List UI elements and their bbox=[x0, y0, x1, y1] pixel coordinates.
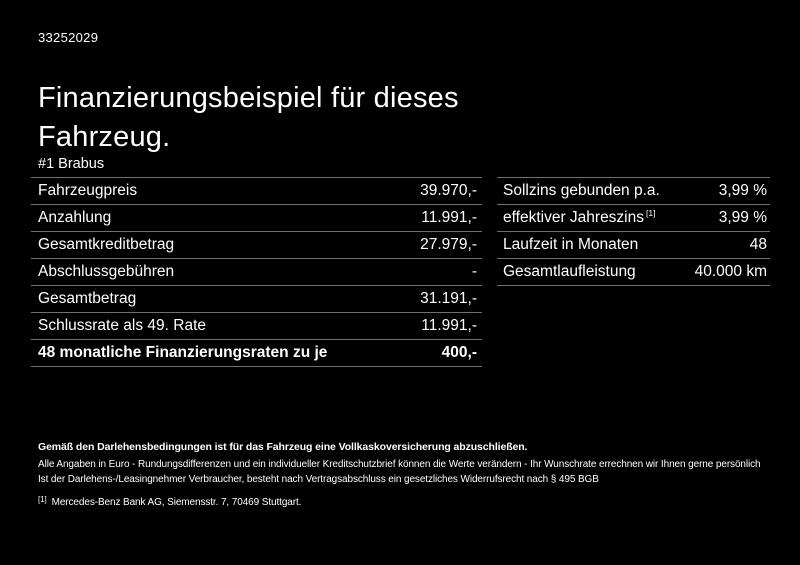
document-number: 33252029 bbox=[38, 30, 99, 45]
table-row-gesamtbetrag bbox=[31, 285, 482, 312]
row-value: 11.991,- bbox=[421, 317, 477, 334]
table-row-fahrzeugpreis bbox=[31, 177, 482, 204]
table-row-monatsrate bbox=[31, 339, 482, 366]
table-row-sollzins bbox=[497, 177, 770, 204]
row-label: Gesamtkreditbetrag bbox=[38, 236, 175, 253]
row-label-text: effektiver Jahreszins bbox=[503, 209, 644, 226]
row-value: 3,99 % bbox=[718, 182, 767, 199]
table-row-gesamtlaufleistung bbox=[497, 258, 770, 285]
finance-table bbox=[31, 151, 482, 367]
row-label: Sollzins gebunden p.a. bbox=[503, 182, 660, 199]
row-value: 11.991,- bbox=[421, 209, 477, 226]
legal-note-line-2: Ist der Darlehens-/Leasingnehmer Verbraucher, besteht nach Vertragsabschluss ein gesetzliches Widerrufsrecht nach § 495 BGB bbox=[38, 474, 599, 485]
legal-note-line-1: Alle Angaben in Euro - Rundungsdifferenzen und ein individueller Kreditschutzbrief können die Werte verändern - Ihr Wunschrate errechnen wir Ihnen gerne persönlich bbox=[38, 459, 761, 470]
row-value: 40.000 km bbox=[694, 263, 767, 280]
row-value: 31.191,- bbox=[420, 290, 477, 307]
row-label: Anzahlung bbox=[38, 209, 112, 226]
row-label: 48 monatliche Finanzierungsraten zu je bbox=[38, 344, 328, 361]
row-value: 27.979,- bbox=[420, 236, 477, 253]
row-value: 48 bbox=[749, 236, 767, 253]
row-label: Fahrzeugpreis bbox=[38, 182, 138, 199]
table-row-gesamtkreditbetrag bbox=[31, 231, 482, 258]
page-title: Finanzierungsbeispiel für dieses Fahrzeug. bbox=[38, 82, 459, 154]
footnote-bank-address bbox=[38, 493, 768, 509]
table-row-effektiver-jahreszins bbox=[497, 204, 770, 231]
row-label: Gesamtbetrag bbox=[38, 290, 137, 307]
row-label: Gesamtlaufleistung bbox=[503, 263, 636, 280]
finance-table-rows bbox=[31, 177, 482, 367]
conditions-table bbox=[497, 177, 770, 286]
row-value: 3,99 % bbox=[718, 209, 767, 226]
conditions-table-rows bbox=[497, 177, 770, 286]
row-value: 400,- bbox=[441, 344, 477, 361]
table-row-schlussrate bbox=[31, 312, 482, 339]
row-label: Laufzeit in Monaten bbox=[503, 236, 639, 253]
table-row-anzahlung bbox=[31, 204, 482, 231]
row-label bbox=[503, 205, 655, 231]
row-label: Abschlussgebühren bbox=[38, 263, 175, 280]
table-row-abschlussgebuehren bbox=[31, 258, 482, 285]
row-value: - bbox=[471, 263, 477, 280]
row-label: Schlussrate als 49. Rate bbox=[38, 317, 207, 334]
vehicle-name: #1 Brabus bbox=[38, 156, 105, 172]
footnote-reference: [1] bbox=[646, 208, 656, 218]
footnote-marker: [1] bbox=[38, 495, 47, 504]
row-value: 39.970,- bbox=[420, 182, 477, 199]
table-row-laufzeit bbox=[497, 231, 770, 258]
footnote-text: Mercedes-Benz Bank AG, Siemensstr. 7, 70469 Stuttgart. bbox=[51, 497, 302, 508]
insurance-requirement-note: Gemäß den Darlehensbedingungen ist für das Fahrzeug eine Vollkaskoversicherung abzuschließen. bbox=[38, 441, 528, 453]
